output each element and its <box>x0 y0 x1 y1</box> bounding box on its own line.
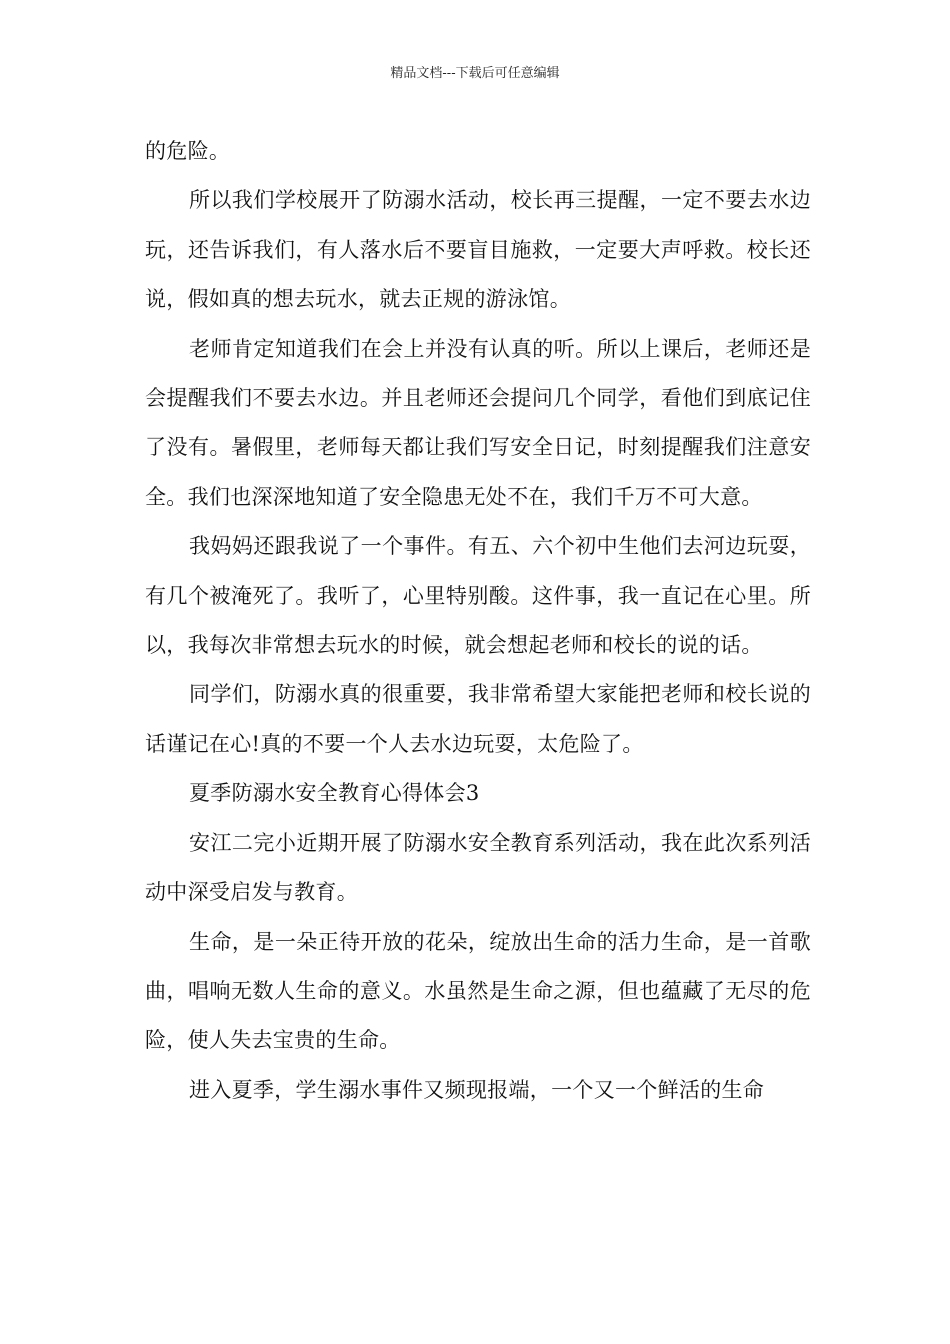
paragraph: 的危险。 <box>145 139 231 163</box>
paragraph: 老师肯定知道我们在会上并没有认真的听。所以上课后，老师还是会提醒我们不要去水边。并且老师还会提问几个同学，看他们到底记住了没有。暑假里，老师每天都让我们写安全日记，时刻提醒我们注意安全。我们也深深地知道了安全隐患无处不在，我们千万不可大意。 <box>145 336 811 509</box>
paragraph: 同学们，防溺水真的很重要，我非常希望大家能把老师和校长说的话谨记在心!真的不要一个人去水边玩耍，太危险了。 <box>145 682 811 756</box>
section-heading: 夏季防溺水安全教育心得体会3 <box>189 781 480 806</box>
paragraph: 所以我们学校展开了防溺水活动，校长再三提醒，一定不要去水边玩，还告诉我们，有人落水后不要盲目施救，一定要大声呼救。校长还说，假如真的想去玩水，就去正规的游泳馆。 <box>145 188 811 312</box>
paragraph: 安江二完小近期开展了防溺水安全教育系列活动，我在此次系列活动中深受启发与教育。 <box>145 830 811 905</box>
paragraph: 进入夏季，学生溺水事件又频现报端，一个又一个鲜活的生命 <box>189 1077 765 1102</box>
paragraph: 我妈妈还跟我说了一个事件。有五、六个初中生他们去河边玩耍，有几个被淹死了。我听了，心里特别酸。这件事，我一直记在心里。所以，我每次非常想去玩水的时候，就会想起老师和校长的说的话。 <box>145 534 811 658</box>
document-body <box>145 127 811 1115</box>
page-header: 精品文档---下载后可任意编辑 <box>390 66 560 81</box>
paragraph: 生命，是一朵正待开放的花朵，绽放出生命的活力生命，是一首歌曲，唱响无数人生命的意义。水虽然是生命之源，但也蕴藏了无尽的危险，使人失去宝贵的生命。 <box>145 929 811 1053</box>
